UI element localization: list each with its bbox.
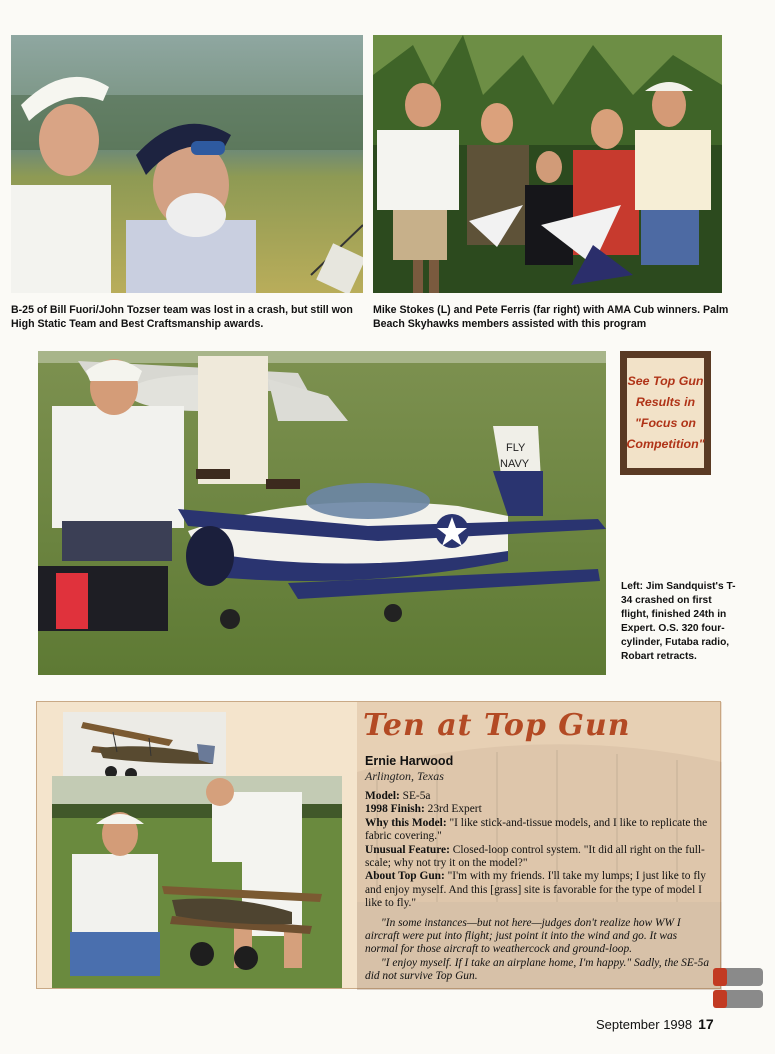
tail-fly-text: FLY [506, 442, 526, 454]
unusual-row [365, 844, 711, 871]
model-row [365, 790, 711, 803]
modeler-location: Arlington, Texas [365, 769, 444, 783]
modeler-name: Ernie Harwood [365, 754, 454, 768]
photo-harwood-with-se5a [52, 776, 342, 988]
page-footer [596, 1016, 714, 1032]
why-value: "I like stick-and-tissue models, and I like to replicate the fabric covering." [365, 816, 708, 843]
quote-enjoy: "I enjoy myself. If I take an airplane home, I'm happy." Sadly, the SE-5a did not survive Top Gun. [365, 956, 710, 983]
shotgun-shells-decoration [713, 966, 763, 1012]
ten-at-top-gun-panel [36, 701, 721, 989]
finish-value: 23rd Expert [424, 803, 482, 816]
photo-se5a-biplane [63, 712, 226, 784]
quote-judges: "In some instances—but not here—judges don't realize how WW I aircraft were put into flight; just point it into the wind and go. It was normal for those aircraft to weathercock and ground-loop. [365, 916, 681, 956]
issue-date: September 1998 [596, 1017, 693, 1032]
feature-body [365, 790, 711, 984]
why-label: Why this Model: [365, 816, 447, 829]
feature-title: Ten at Top Gun [363, 708, 631, 743]
why-row [365, 817, 711, 844]
photo-ama-cub-winners [373, 35, 722, 293]
model-label: Model: [365, 790, 400, 802]
unusual-label: Unusual Feature: [365, 843, 450, 856]
caption-ama-cub-winners: Mike Stokes (L) and Pete Ferris (far right) with AMA Cub winners. Palm Beach Skyhawks members assisted with this program [373, 304, 729, 330]
photo-t34-navy-plane [38, 351, 606, 675]
callout-text: See Top Gun Results in "Focus on Competition" [626, 374, 705, 451]
callout-see-results [620, 351, 711, 475]
finish-row [365, 803, 711, 816]
caption-b25-crash: B-25 of Bill Fuori/John Tozser team was lost in a crash, but still won High Static Team and Best Craftsmanship awards. [11, 304, 353, 330]
about-value: "I'm with my friends. I'll take my lumps; I just like to fly and enjoy myself. And this [grass] site is favorable for the type of model I like to fly." [365, 870, 706, 910]
finish-label: 1998 Finish: [365, 803, 425, 816]
unusual-value: Closed-loop control system. "It did all right on the full-scale; why not try it on the model?" [365, 843, 705, 870]
about-row [365, 870, 711, 910]
caption-t34-crash: Left: Jim Sandquist's T-34 crashed on first flight, finished 24th in Expert. O.S. 320 four-cylinder, Futaba radio, Robart retracts. [621, 581, 736, 662]
tail-navy-text: NAVY [500, 458, 530, 470]
photo-spectators-watching [11, 35, 363, 293]
model-value: SE-5a [399, 790, 431, 802]
about-label: About Top Gun: [365, 870, 445, 883]
page-number: 17 [698, 1016, 714, 1032]
